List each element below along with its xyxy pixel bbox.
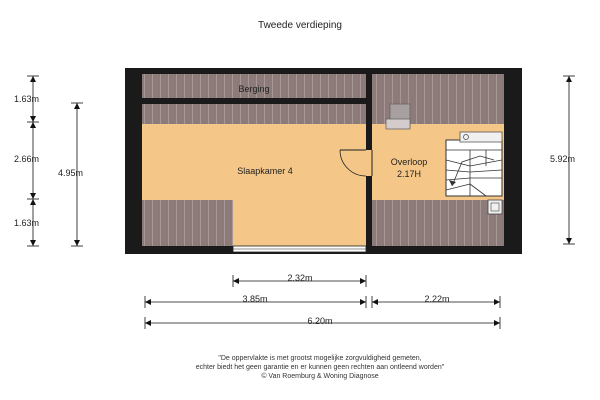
disclaimer-line-3: © Van Roemburg & Woning Diagnose	[261, 373, 379, 380]
dim-bottom-window: 2.32m	[287, 273, 313, 283]
dim-left-bottom: 1.63m	[14, 218, 40, 228]
cabinet	[488, 200, 502, 214]
slaapkamer-floor-lower	[233, 200, 366, 246]
slope-area-bottom-left	[142, 200, 233, 246]
room-height-overloop: 2.17H	[396, 169, 422, 179]
slope-area-top-left	[142, 104, 366, 124]
dim-left-top: 1.63m	[14, 94, 40, 104]
slaapkamer-floor	[142, 124, 366, 200]
dim-bottom-total: 6.20m	[307, 316, 333, 326]
dim-left-mid: 2.66m	[14, 154, 40, 164]
slope-area-bottom-right	[372, 200, 504, 246]
staircase	[446, 140, 502, 196]
room-label-slaapkamer: Slaapkamer 4	[237, 166, 293, 176]
page-title: Tweede verdieping	[258, 20, 342, 31]
dim-bottom-right: 2.22m	[424, 294, 450, 304]
room-label-overloop: Overloop	[390, 157, 428, 167]
railing-top	[460, 132, 502, 142]
door-opening	[366, 150, 372, 176]
dim-bottom-left: 3.85m	[242, 294, 268, 304]
disclaimer-line-1: "De oppervlakte is met grootst mogelijke zorgvuldigheid gemeten,	[218, 355, 422, 362]
room-label-berging: Berging	[238, 84, 270, 94]
disclaimer-line-2: echter biedt het geen garantie en er kunnen geen rechten aan ontleend worden"	[195, 364, 445, 371]
dim-left-total: 4.95m	[58, 168, 84, 178]
hatch	[386, 119, 410, 129]
berging-partition	[142, 98, 366, 104]
dim-right-total: 5.92m	[550, 154, 576, 164]
